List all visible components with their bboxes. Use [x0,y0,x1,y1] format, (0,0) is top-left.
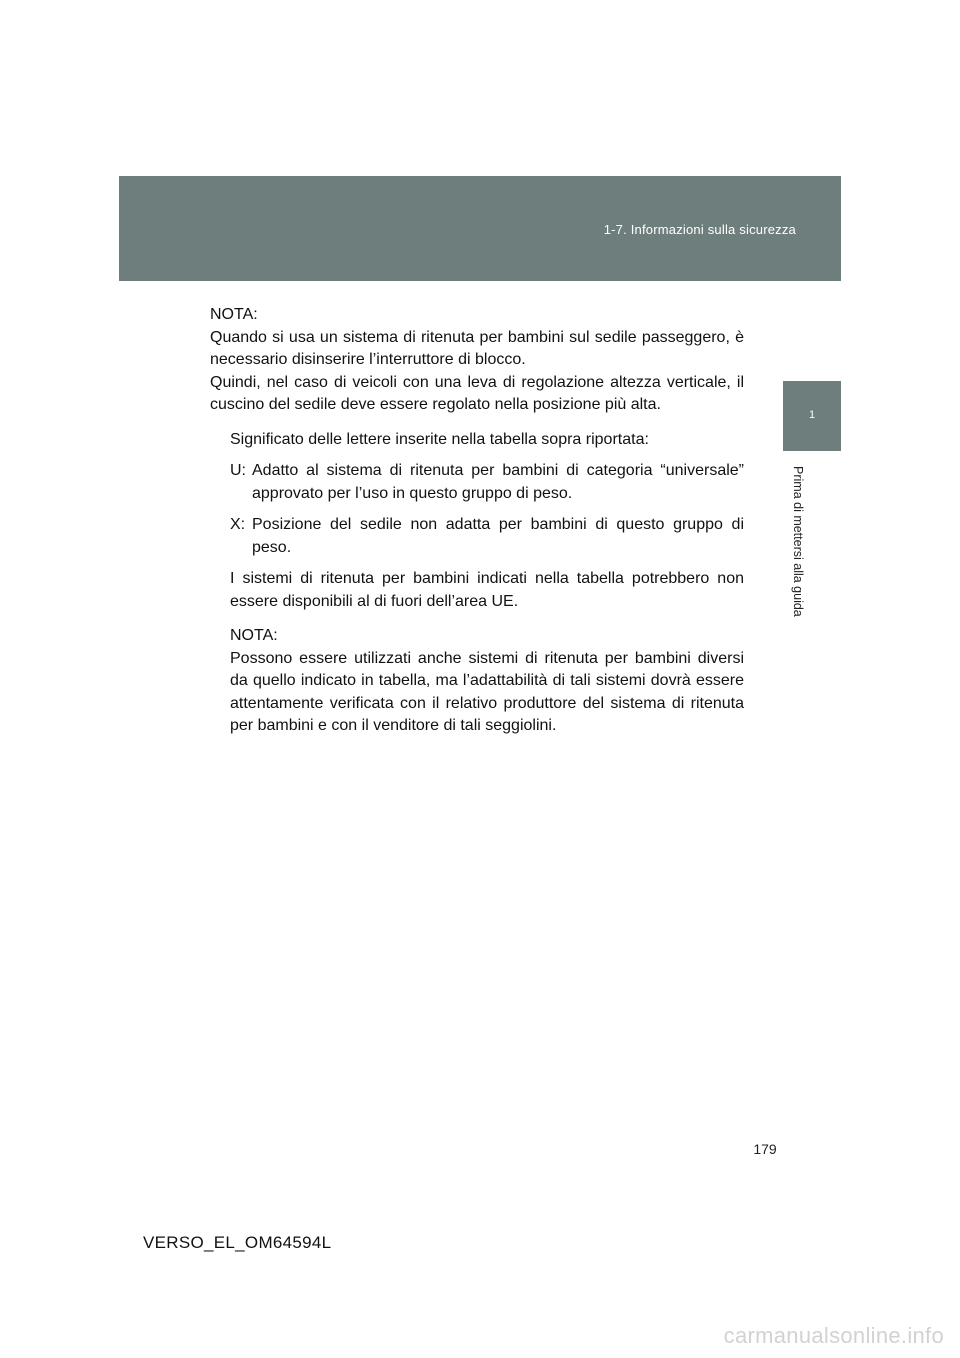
legend-intro: Significato delle lettere inserite nella tabella sopra riportata: [230,430,649,448]
section-title: 1-7. Informazioni sulla sicurezza [603,222,796,237]
legend-item [230,460,744,505]
note-title: NOTA: [210,306,258,323]
watermark: carmanualsonline.info [723,1323,944,1348]
document-code: VERSO_EL_OM64594L [143,1233,332,1252]
legend-text: Adatto al sistema di ritenuta per bambini di categoria “universale” approvato per l’uso in questo gruppo di peso. [252,462,744,502]
legend-text: Posizione del sedile non adatta per bambini di questo gruppo di peso. [252,516,744,556]
note-paragraph: Quando si usa un sistema di ritenuta per bambini sul sedile passeggero, è necessario disinserire l’interruttore di blocco. [210,328,744,368]
chapter-number: 1 [808,409,816,421]
chapter-label [791,466,824,636]
note-paragraph: Quindi, nel caso di veicoli con una leva di regolazione altezza verticale, il cuscino del sedile deve essere regolato nella posizione più alta. [210,373,744,413]
chapter-label-text: Prima di mettersi alla guida [791,466,805,617]
note-paragraph: Possono essere utilizzati anche sistemi di ritenuta per bambini diversi da quello indicato in tabella, ma l’adattabilità di tali sistemi dovrà essere attentamente verificata con il relativo produttore del sistema di ritenuta per bambini e con il venditore di tali seggiolini. [230,649,744,734]
legend-item [230,514,744,559]
page-number: 179 [753,1141,777,1157]
note-title: NOTA: [230,627,278,644]
legend-letter: U: [230,462,246,479]
chapter-tab [783,381,841,451]
availability-paragraph: I sistemi di ritenuta per bambini indicati nella tabella potrebbero non essere disponibili al di fuori dell’area UE. [230,570,744,610]
header-band [119,176,841,281]
page-content [210,304,744,738]
legend-letter: X: [230,516,246,533]
